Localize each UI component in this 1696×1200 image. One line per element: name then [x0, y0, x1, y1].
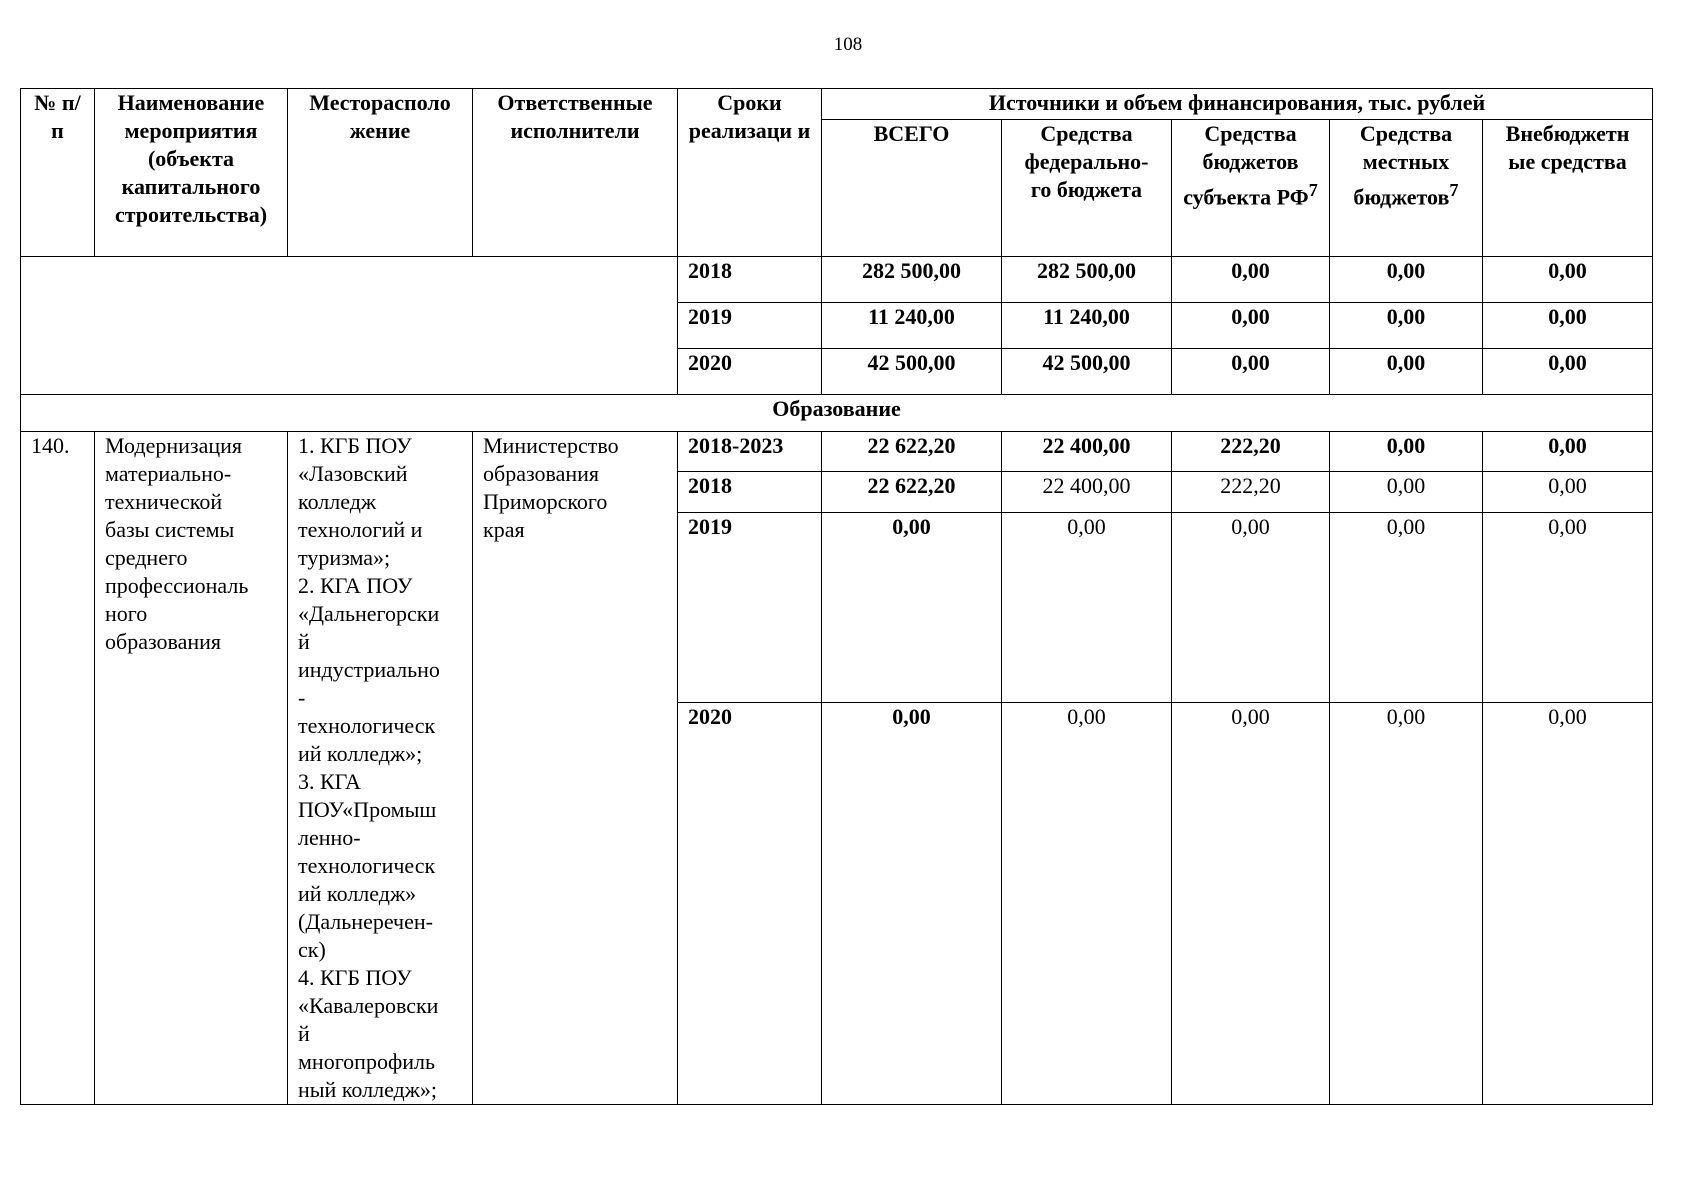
item-location-line: индустриально — [298, 657, 440, 682]
item-location-line: ий колледж»; — [298, 741, 423, 766]
header-local-text: Средства местных бюджетов — [1353, 121, 1453, 210]
item-name — [95, 432, 288, 1105]
item-name-line: Модернизация — [105, 433, 243, 458]
cell-federal: 42 500,00 — [1002, 349, 1172, 395]
cell-total: 282 500,00 — [822, 257, 1002, 303]
cell-extra: 0,00 — [1483, 703, 1653, 1105]
item-location-line: колледж — [298, 489, 377, 514]
cell-total: 22 622,20 — [822, 432, 1002, 472]
cell-local: 0,00 — [1330, 432, 1483, 472]
item-location-line: «Лазовский — [298, 461, 408, 486]
item-name-line: технической — [105, 489, 223, 514]
item-executor-line: Министерство — [483, 433, 619, 458]
item-location-line: 3. КГА — [298, 769, 361, 794]
financing-table — [20, 88, 1653, 1105]
cell-federal: 22 400,00 — [1002, 432, 1172, 472]
item-executor-line: образования — [483, 461, 600, 486]
cell-federal: 11 240,00 — [1002, 303, 1172, 349]
item-location-line: ий колледж» — [298, 881, 417, 906]
cell-extra: 0,00 — [1483, 303, 1653, 349]
cell-year: 2018 — [678, 472, 822, 512]
cell-extra: 0,00 — [1483, 257, 1653, 303]
header-executors: Ответственные исполнители — [473, 89, 678, 257]
cell-total: 0,00 — [822, 703, 1002, 1105]
cell-regional: 0,00 — [1172, 303, 1330, 349]
cell-extra: 0,00 — [1483, 432, 1653, 472]
empty-merged-cell — [21, 257, 678, 395]
item-location-line: «Дальнегорски — [298, 601, 440, 626]
cell-total: 11 240,00 — [822, 303, 1002, 349]
header-regional-text: Средства бюджетов субъекта РФ — [1183, 121, 1309, 210]
item-name-line: базы системы — [105, 517, 235, 542]
item-location-line: технологий и — [298, 517, 423, 542]
cell-year: 2020 — [678, 349, 822, 395]
cell-local: 0,00 — [1330, 472, 1483, 512]
cell-federal: 22 400,00 — [1002, 472, 1172, 512]
cell-total: 0,00 — [822, 512, 1002, 703]
cell-year: 2018-2023 — [678, 432, 822, 472]
cell-year: 2020 — [678, 703, 822, 1105]
header-local-footnote: 7 — [1449, 180, 1459, 200]
item-location-line: «Кавалеровски — [298, 993, 439, 1018]
cell-regional: 222,20 — [1172, 472, 1330, 512]
item-name-line: профессиональ — [105, 573, 249, 598]
cell-local: 0,00 — [1330, 349, 1483, 395]
category-row — [21, 395, 1653, 432]
item-location-line: туризма»; — [298, 545, 391, 570]
header-total: ВСЕГО — [822, 120, 1002, 257]
cell-year: 2019 — [678, 512, 822, 703]
table-row — [21, 432, 1653, 472]
cell-regional: 0,00 — [1172, 349, 1330, 395]
cell-local: 0,00 — [1330, 303, 1483, 349]
header-num: № п/п — [21, 89, 95, 257]
cell-extra: 0,00 — [1483, 349, 1653, 395]
cell-extra: 0,00 — [1483, 472, 1653, 512]
header-funding-group: Источники и объем финансирования, тыс. рублей — [822, 89, 1653, 120]
item-name-line: материально- — [105, 461, 232, 486]
item-name-line: среднего — [105, 545, 188, 570]
cell-year: 2018 — [678, 257, 822, 303]
cell-federal: 0,00 — [1002, 703, 1172, 1105]
item-location-line: 4. КГБ ПОУ — [298, 965, 412, 990]
header-name: Наименование мероприятия (объекта капитального строительства) — [95, 89, 288, 257]
header-regional — [1172, 120, 1330, 257]
item-location-line: ленно- — [298, 825, 361, 850]
item-location-line: ПОУ«Промыш — [298, 797, 437, 822]
header-local — [1330, 120, 1483, 257]
header-period: Сроки реализаци и — [678, 89, 822, 257]
item-executor — [473, 432, 678, 1105]
cell-federal: 0,00 — [1002, 512, 1172, 703]
item-location-line: многопрофиль — [298, 1049, 435, 1074]
cell-regional: 0,00 — [1172, 257, 1330, 303]
cell-local: 0,00 — [1330, 512, 1483, 703]
item-location-line: 2. КГА ПОУ — [298, 573, 413, 598]
item-location-line: технологическ — [298, 853, 436, 878]
item-location-line: - — [298, 685, 306, 710]
table-row — [21, 257, 1653, 303]
item-name-line: образования — [105, 629, 222, 654]
item-executor-line: Приморского — [483, 489, 608, 514]
cell-total: 42 500,00 — [822, 349, 1002, 395]
item-location-line: й — [298, 629, 310, 654]
item-location-line: 1. КГБ ПОУ — [298, 433, 412, 458]
item-location-line: (Дальнеречен- — [298, 909, 433, 934]
cell-local: 0,00 — [1330, 257, 1483, 303]
item-location-line: ск) — [298, 937, 326, 962]
cell-total: 22 622,20 — [822, 472, 1002, 512]
cell-regional: 0,00 — [1172, 703, 1330, 1105]
item-executor-line: края — [483, 517, 525, 542]
item-name-line: ного — [105, 601, 148, 626]
cell-year: 2019 — [678, 303, 822, 349]
cell-regional: 222,20 — [1172, 432, 1330, 472]
category-heading: Образование — [21, 395, 1653, 432]
header-extra: Внебюджетн ые средства — [1483, 120, 1653, 257]
item-location-line: ный колледж»; — [298, 1077, 438, 1102]
item-location-line: технологическ — [298, 713, 436, 738]
page-number: 108 — [833, 34, 863, 55]
item-location — [288, 432, 473, 1105]
header-location: Месторасполо жение — [288, 89, 473, 257]
header-federal: Средства федерально- го бюджета — [1002, 120, 1172, 257]
cell-federal: 282 500,00 — [1002, 257, 1172, 303]
cell-regional: 0,00 — [1172, 512, 1330, 703]
header-row-1 — [21, 89, 1653, 120]
item-number: 140. — [21, 432, 95, 1105]
header-regional-footnote: 7 — [1308, 180, 1318, 200]
cell-local: 0,00 — [1330, 703, 1483, 1105]
item-location-line: й — [298, 1021, 310, 1046]
cell-extra: 0,00 — [1483, 512, 1653, 703]
